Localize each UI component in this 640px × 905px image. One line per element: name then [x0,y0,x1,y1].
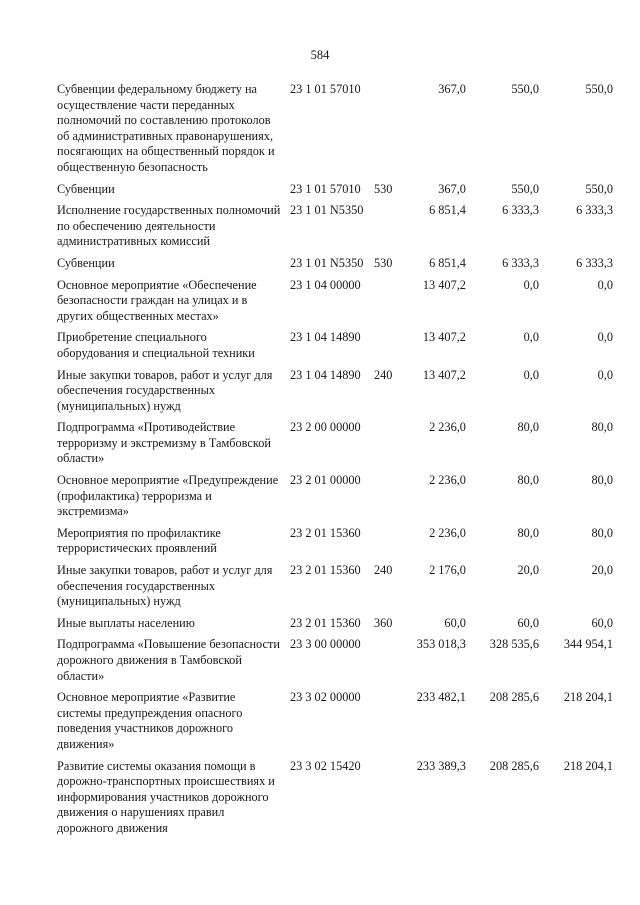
table-row [57,82,613,182]
row-name: Основное мероприятие «Обеспечение безопасности граждан на улицах и в других общественных местах» [57,277,257,323]
row-name: Основное мероприятие «Развитие системы предупреждения опасного поведения участников дорожного движения» [57,690,243,751]
row-value-2: 550,0 [511,181,539,196]
row-value-2: 0,0 [523,277,539,292]
row-code-cell [286,690,400,758]
row-value-3: 218 204,1 [563,758,613,773]
row-name: Иные закупки товаров, работ и услуг для обеспечения государственных (муниципальных) нужд [57,367,273,413]
row-code-cell [286,526,400,563]
row-value-2: 0,0 [523,330,539,345]
table-row [57,637,613,690]
row-value-1: 2 176,0 [429,563,466,578]
row-name: Субвенции [57,181,115,196]
row-code-cell [286,368,400,421]
row-code-cell [286,278,400,331]
row-value-2: 0,0 [523,367,539,382]
row-name: Приобретение специального оборудования и специальной техники [57,330,255,360]
table-row [57,420,613,473]
row-name: Иные выплаты населению [57,615,195,630]
row-value-1: 6 851,4 [429,255,466,270]
table-row [57,182,613,204]
row-value-2: 6 333,3 [502,203,539,218]
row-value-1: 13 407,2 [422,367,466,382]
row-code: 23 1 04 14890 [289,330,361,345]
row-code: 23 1 01 N5350 [289,203,364,218]
row-value-3: 20,0 [591,563,613,578]
row-value-3: 60,0 [591,615,613,630]
row-value-2: 80,0 [517,525,539,540]
row-value-3: 80,0 [591,525,613,540]
row-value-3: 0,0 [597,330,613,345]
row-value-1: 2 236,0 [429,420,466,435]
row-value-1: 13 407,2 [422,277,466,292]
row-value-2: 6 333,3 [502,255,539,270]
row-value-2: 80,0 [517,420,539,435]
row-value-2: 550,0 [511,82,539,96]
row-value-3: 0,0 [597,277,613,292]
row-name: Иные закупки товаров, работ и услуг для обеспечения государственных (муниципальных) нужд [57,563,273,609]
row-code-cell [286,420,400,473]
row-value-1: 353 018,3 [416,637,466,652]
row-value-2: 208 285,6 [489,758,539,773]
row-name: Подпрограмма «Противодействие терроризму и экстремизму в Тамбовской области» [57,420,271,466]
row-code: 23 2 01 15360 [289,615,361,630]
row-expense-type: 240 [373,563,393,578]
row-value-3: 218 204,1 [563,690,613,705]
row-code: 23 1 01 57010 [289,181,361,196]
row-name: Развитие системы оказания помощи в дорожно-транспортных происшествиях и информирования участников дорожного движения о нарушениях правил дорожного движения [57,758,275,835]
row-value-3: 0,0 [597,367,613,382]
row-code-cell [286,330,400,367]
table-row [57,563,613,616]
table-row [57,526,613,563]
row-expense-type: 530 [373,255,393,270]
row-value-3: 6 333,3 [576,203,613,218]
row-name: Исполнение государственных полномочий по обеспечению деятельности административных комиссий [57,203,281,249]
budget-table [57,82,613,843]
row-code: 23 3 02 15420 [289,758,361,773]
row-code-cell [286,759,400,843]
row-code-cell [286,563,400,616]
budget-table-body [57,82,613,843]
row-value-2: 208 285,6 [489,690,539,705]
row-value-2: 20,0 [517,563,539,578]
row-value-1: 367,0 [438,82,466,96]
row-value-1: 233 482,1 [416,690,466,705]
row-expense-type: 240 [373,367,393,382]
row-value-3: 550,0 [585,82,613,96]
row-code: 23 2 00 00000 [289,420,361,435]
row-code: 23 1 01 57010 [289,82,361,96]
row-code: 23 1 04 14890 [289,367,361,382]
table-row [57,759,613,843]
table-row [57,368,613,421]
row-value-3: 550,0 [585,181,613,196]
table-row [57,616,613,638]
row-name: Субвенции федеральному бюджету на осуществление части переданных полномочий по составлению протоколов об административных правонарушениях, посягающих на общественный порядок и общественную безопасность [57,82,275,174]
row-code-cell [286,256,400,278]
row-value-1: 233 389,3 [416,758,466,773]
row-code: 23 3 02 00000 [289,690,361,705]
row-value-3: 344 954,1 [563,637,613,652]
row-code: 23 3 00 00000 [289,637,361,652]
row-value-2: 80,0 [517,473,539,488]
row-value-1: 2 236,0 [429,473,466,488]
row-code-cell [286,637,400,690]
row-value-3: 80,0 [591,420,613,435]
row-value-3: 80,0 [591,473,613,488]
row-code: 23 2 01 15360 [289,563,361,578]
row-name: Основное мероприятие «Предупреждение (профилактика) терроризма и экстремизма» [57,473,279,519]
table-row [57,278,613,331]
row-code-cell [286,616,400,638]
row-code-cell [286,203,400,256]
row-name: Мероприятия по профилактике террористических проявлений [57,525,221,556]
table-row [57,203,613,256]
row-code-cell [286,473,400,526]
row-value-1: 367,0 [438,181,466,196]
table-row [57,690,613,758]
table-row [57,473,613,526]
row-value-3: 6 333,3 [576,255,613,270]
row-code: 23 2 01 00000 [289,473,361,488]
row-code-cell [286,82,400,182]
page-number: 584 [310,48,330,62]
row-value-2: 328 535,6 [489,637,539,652]
row-code-cell [286,182,400,204]
row-value-1: 13 407,2 [422,330,466,345]
row-expense-type: 530 [373,181,393,196]
row-value-1: 6 851,4 [429,203,466,218]
row-value-2: 60,0 [517,615,539,630]
row-name: Субвенции [57,255,115,270]
row-value-1: 60,0 [444,615,466,630]
table-row [57,330,613,367]
table-row [57,256,613,278]
row-code: 23 1 01 N5350 [289,255,364,270]
row-name: Подпрограмма «Повышение безопасности дорожного движения в Тамбовской области» [57,637,280,683]
row-code: 23 1 04 00000 [289,277,361,292]
row-expense-type: 360 [373,615,393,630]
row-code: 23 2 01 15360 [289,525,361,540]
row-value-1: 2 236,0 [429,525,466,540]
